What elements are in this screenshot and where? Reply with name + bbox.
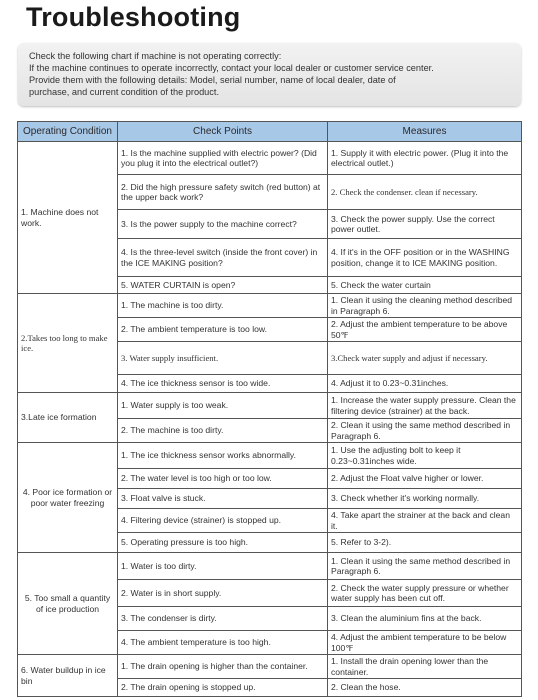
check-cell: 2. The ambient temperature is too low. (118, 318, 328, 342)
intro-box (18, 43, 521, 106)
condition-cell: 3.Late ice formation (18, 393, 118, 443)
check-cell: 3. Is the power supply to the machine correct? (118, 210, 328, 239)
measure-cell: 4. Adjust it to 0.23~0.31inches. (328, 375, 522, 393)
troubleshooting-table (17, 121, 522, 697)
condition-cell: 6. Water buildup in ice bin (18, 655, 118, 697)
measure-cell: 2. Check the water supply pressure or whether water supply has been cut off. (328, 580, 522, 607)
measure-cell: 3. Clean the aluminium fins at the back. (328, 607, 522, 631)
check-cell: 1. The drain opening is higher than the container. (118, 655, 328, 679)
measure-cell: 2. Clean the hose. (328, 679, 522, 697)
check-cell: 3. Float valve is stuck. (118, 489, 328, 509)
check-cell: 4. Filtering device (strainer) is stopped up. (118, 509, 328, 533)
header-operating-condition: Operating Condition (18, 122, 118, 142)
measure-cell: 2. Clean it using the same method described in Paragraph 6. (328, 419, 522, 443)
check-cell: 5. Operating pressure is too high. (118, 533, 328, 553)
table-row (18, 294, 522, 318)
condition-cell: 5. Too small a quantity of ice production (18, 553, 118, 655)
condition-cell: 2.Takes too long to make ice. (18, 294, 118, 393)
condition-cell: 1. Machine does not work. (18, 142, 118, 294)
table-row (18, 655, 522, 679)
check-cell: 4. Is the three-level switch (inside the front cover) in the ICE MAKING position? (118, 239, 328, 277)
check-cell: 1. The ice thickness sensor works abnormally. (118, 443, 328, 469)
check-cell: 4. The ambient temperature is too high. (118, 631, 328, 655)
measure-cell: 5. Check the water curtain (328, 277, 522, 294)
header-check-points: Check Points (118, 122, 328, 142)
measure-cell: 1. Supply it with electric power. (Plug it into the electrical outlet.) (328, 142, 522, 175)
table-row (18, 443, 522, 469)
check-cell: 3. Water supply insufficient. (118, 342, 328, 375)
measure-cell: 1. Clean it using the cleaning method described in Paragraph 6. (328, 294, 522, 318)
measure-cell: 2. Adjust the Float valve higher or lower. (328, 469, 522, 489)
measure-cell: 3.Check water supply and adjust if necessary. (328, 342, 522, 375)
measure-cell: 1. Increase the water supply pressure. Clean the filtering device (strainer) at the back. (328, 393, 522, 419)
check-cell: 2. The drain opening is stopped up. (118, 679, 328, 697)
check-cell: 2. The machine is too dirty. (118, 419, 328, 443)
measure-cell: 5. Refer to 3-2). (328, 533, 522, 553)
measure-cell: 1. Install the drain opening lower than the container. (328, 655, 522, 679)
header-row (18, 122, 522, 142)
check-cell: 2. Water is in short supply. (118, 580, 328, 607)
condition-cell: 4. Poor ice formation or poor water freezing (18, 443, 118, 553)
intro-line: purchase, and current condition of the product. (29, 87, 219, 97)
table-row (18, 553, 522, 580)
measure-cell: 4. Take apart the strainer at the back and clean it. (328, 509, 522, 533)
check-cell: 1. Water supply is too weak. (118, 393, 328, 419)
measure-cell: 2. Check the condenser. clean if necessary. (328, 175, 522, 210)
measure-cell: 4. Adjust the ambient temperature to be below 100℉ (328, 631, 522, 655)
measure-cell: 4. If it's in the OFF position or in the WASHING position, change it to ICE MAKING position. (328, 239, 522, 277)
measure-cell: 3. Check whether it's working normally. (328, 489, 522, 509)
intro-text (29, 50, 515, 98)
measure-cell: 2. Adjust the ambient temperature to be above 50℉ (328, 318, 522, 342)
measure-cell: 3. Check the power supply. Use the correct power outlet. (328, 210, 522, 239)
table-row (18, 142, 522, 175)
check-cell: 2. Did the high pressure safety switch (red button) at the upper back work? (118, 175, 328, 210)
check-cell: 1. The machine is too dirty. (118, 294, 328, 318)
intro-line: Provide them with the following details: Model, serial number, name of local dealer, date of (29, 75, 396, 85)
check-cell: 2. The water level is too high or too low. (118, 469, 328, 489)
check-cell: 1. Water is too dirty. (118, 553, 328, 580)
table-row (18, 393, 522, 419)
page-title: Troubleshooting (26, 2, 241, 32)
check-cell: 1. Is the machine supplied with electric power? (Did you plug it into the electrical outlet?) (118, 142, 328, 175)
intro-line: Check the following chart if machine is not operating correctly: (29, 51, 282, 61)
check-cell: 3. The condenser is dirty. (118, 607, 328, 631)
check-cell: 4. The ice thickness sensor is too wide. (118, 375, 328, 393)
check-cell: 5. WATER CURTAIN is open? (118, 277, 328, 294)
intro-line: If the machine continues to operate incorrectly, contact your local dealer or customer service center. (29, 63, 434, 73)
measure-cell: 1. Use the adjusting bolt to keep it 0.23~0.31inches wide. (328, 443, 522, 469)
header-measures: Measures (328, 122, 522, 142)
measure-cell: 1. Clean it using the same method described in Paragraph 6. (328, 553, 522, 580)
